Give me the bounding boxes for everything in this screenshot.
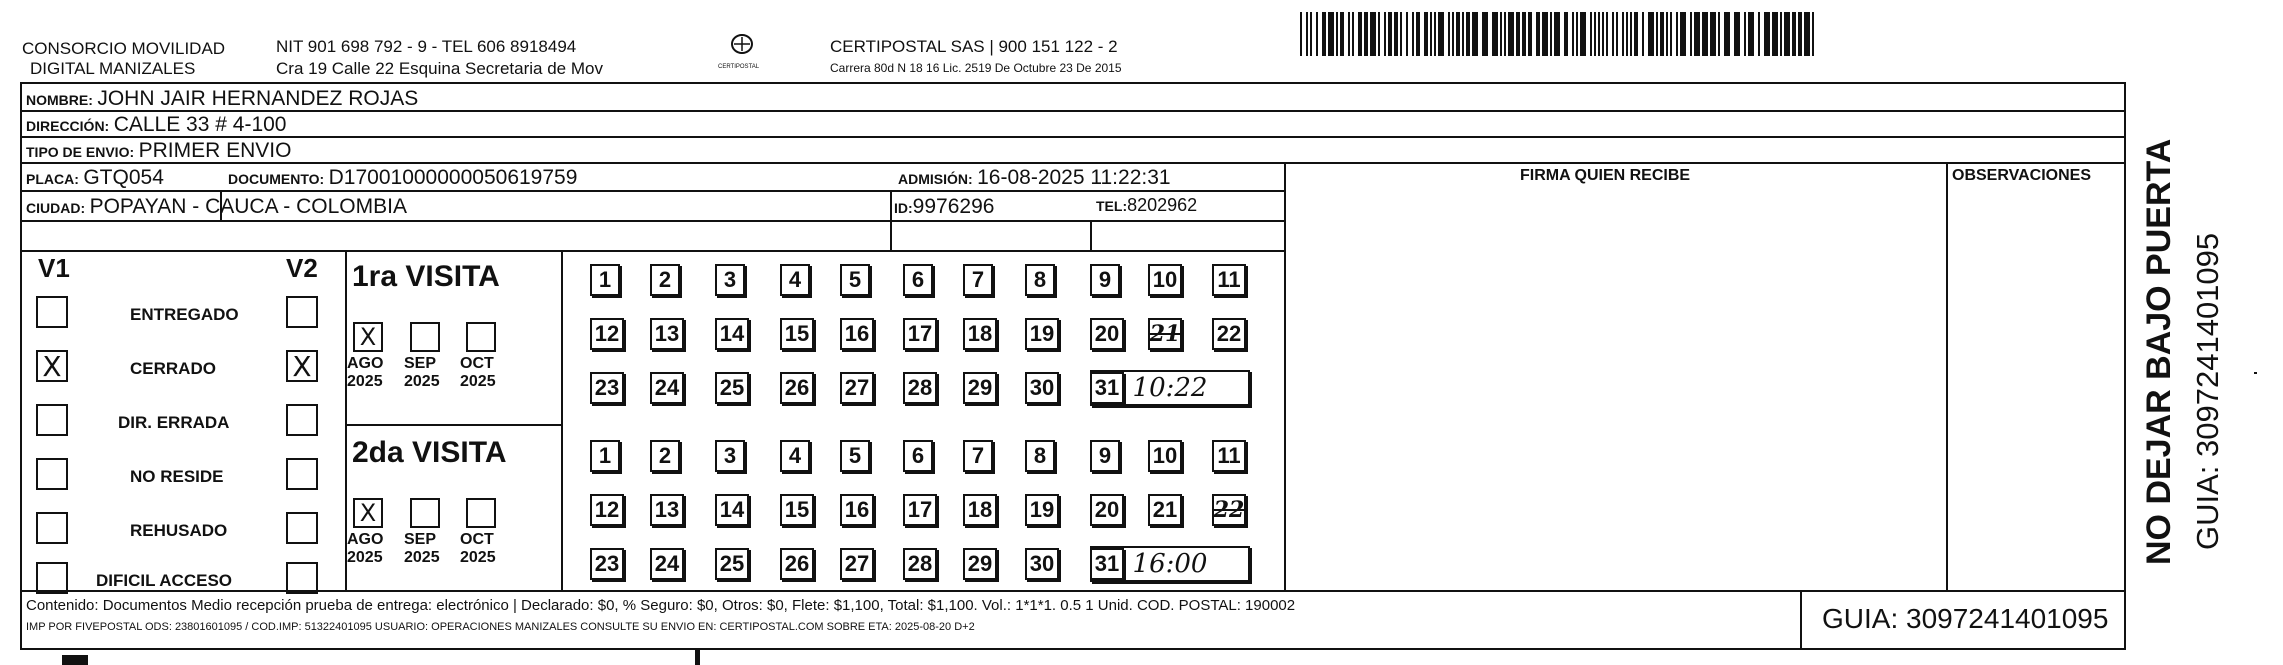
visit2-month-checkbox-2[interactable]	[410, 498, 440, 528]
visit2-day-16[interactable]: 16	[840, 494, 874, 526]
visit1-day-20[interactable]: 20	[1090, 318, 1124, 350]
id-value: 9976296	[912, 195, 995, 218]
status-label-1: ENTREGADO	[130, 305, 239, 324]
visit1-year-label: 2025	[404, 373, 440, 390]
logo-text: CERTIPOSTAL	[718, 64, 760, 70]
v2-checkbox-5[interactable]	[286, 512, 318, 544]
visit1-day-25[interactable]: 25	[715, 372, 749, 404]
barcode-bar	[1384, 12, 1386, 56]
barcode-bar	[1482, 12, 1488, 56]
barcode-bar	[1612, 12, 1614, 56]
barcode-bar	[1564, 12, 1568, 56]
barcode-bar	[1634, 12, 1638, 56]
visit1-day-29[interactable]: 29	[963, 372, 997, 404]
visit2-month-label: SEP	[404, 531, 437, 548]
barcode-bar	[1430, 12, 1432, 56]
visit2-month-checkbox-3[interactable]	[466, 498, 496, 528]
visit2-year-label: 2025	[347, 549, 383, 566]
barcode-bar	[1780, 12, 1782, 56]
visit1-day-mark: 21	[1149, 321, 1181, 347]
status-label-4: NO RESIDE	[130, 467, 224, 486]
nombre-field: NOMBRE: JOHN JAIR HERNANDEZ ROJAS	[26, 87, 419, 110]
visit1-title: 1ra VISITA	[352, 260, 500, 293]
visit2-day-5[interactable]: 5	[840, 440, 870, 472]
barcode-bar	[1542, 12, 1548, 56]
barcode-bar	[1508, 12, 1514, 56]
barcode-bar	[1690, 12, 1692, 56]
barcode-bar	[1462, 12, 1464, 56]
visit2-day-mark: 22	[1213, 497, 1245, 523]
footer-line1: Contenido: Documentos Medio recepción prueba de entrega: electrónico | Declarado: $0, % Seguro: $0, Otros: $0, Flete: $1,100, Total: $1,100. Vol.: 1*1*1. 0.5 1 Unid. COD. POSTAL: 190002	[26, 597, 1296, 614]
barcode-bar	[1400, 12, 1402, 56]
visit2-day-26[interactable]: 26	[780, 548, 814, 580]
barcode-bar	[1300, 12, 1302, 56]
visit2-day-9[interactable]: 9	[1090, 440, 1120, 472]
barcode-bar	[1590, 12, 1592, 56]
barcode-bar	[1606, 12, 1608, 56]
v1-checkbox-5[interactable]	[36, 512, 68, 544]
barcode-bar	[1438, 12, 1444, 56]
barcode-bar	[1348, 12, 1350, 56]
id-field: ID:9976296	[894, 195, 995, 218]
barcode-bar	[1602, 12, 1604, 56]
edge-mark	[62, 655, 88, 665]
placa-value: GTQ054	[83, 166, 164, 189]
barcode-bar	[1500, 12, 1502, 56]
barcode-bar	[1406, 12, 1408, 56]
side-guia: GUIA: 3097241401095	[2190, 232, 2225, 550]
visit2-day-4[interactable]: 4	[780, 440, 810, 472]
barcode-bar	[1758, 12, 1760, 56]
visit1-day-19[interactable]: 19	[1025, 318, 1059, 350]
certipostal-line2: Carrera 80d N 18 16 Lic. 2519 De Octubre 23 De 2015	[830, 61, 1122, 75]
barcode-bar	[1626, 12, 1628, 56]
barcode-bar	[1336, 12, 1338, 56]
status-label-6: DIFICIL ACCESO	[96, 571, 233, 590]
visit2-day-25[interactable]: 25	[715, 548, 749, 580]
nit-line2: Cra 19 Calle 22 Esquina Secretaria de Mov	[276, 59, 603, 78]
company-name-line1: CONSORCIO MOVILIDAD	[22, 39, 226, 58]
admision-field: ADMISIÓN: 16-08-2025 11:22:31	[898, 166, 1171, 189]
barcode-bar	[1378, 12, 1380, 56]
barcode-bar	[1764, 12, 1770, 56]
v1-checkbox-3[interactable]	[36, 404, 68, 436]
visit2-day-30[interactable]: 30	[1025, 548, 1059, 580]
visit2-day-17[interactable]: 17	[903, 494, 937, 526]
visit2-month-label: AGO	[347, 531, 384, 548]
visit1-year-label: 2025	[347, 373, 383, 390]
visit2-month-label: OCT	[460, 531, 494, 548]
v2-checkbox-1[interactable]	[286, 296, 318, 328]
visit2-day-15[interactable]: 15	[780, 494, 814, 526]
barcode-bar	[1630, 12, 1632, 56]
observaciones-label: OBSERVACIONES	[1952, 167, 2091, 184]
barcode-bar	[1666, 12, 1668, 56]
barcode-bar	[1516, 12, 1520, 56]
visit1-day-2[interactable]: 2	[650, 264, 680, 296]
barcode-bar	[1340, 12, 1344, 56]
barcode-bar	[1580, 12, 1586, 56]
barcode-bar	[1472, 12, 1478, 56]
barcode-bar	[1328, 12, 1334, 56]
barcode-bar	[1784, 12, 1790, 56]
barcode-bar	[1364, 12, 1368, 56]
barcode-bar	[1616, 12, 1618, 56]
visit2-day-13[interactable]: 13	[650, 494, 684, 526]
barcode-bar	[1702, 12, 1708, 56]
firma-label: FIRMA QUIEN RECIBE	[1520, 167, 1691, 184]
visit1-day-10[interactable]: 10	[1148, 264, 1182, 296]
tel-field: TEL:8202962	[1096, 195, 1198, 215]
visit1-day-16[interactable]: 16	[840, 318, 874, 350]
visit2-day-24[interactable]: 24	[650, 548, 684, 580]
visit2-title: 2da VISITA	[352, 436, 507, 469]
barcode-bar	[1322, 12, 1326, 56]
visit2-day-23[interactable]: 23	[590, 548, 624, 580]
barcode-bar	[1724, 12, 1730, 56]
visit1-day-21[interactable]	[1148, 318, 1182, 350]
v1-checkbox-6[interactable]	[36, 562, 68, 594]
visit2-day-22[interactable]	[1212, 494, 1246, 526]
barcode-bar	[1572, 12, 1574, 56]
barcode-bar	[1492, 12, 1498, 56]
visit2-day-14[interactable]: 14	[715, 494, 749, 526]
documento-value: D17001000000050619759	[328, 166, 578, 189]
visit2-day-19[interactable]: 19	[1025, 494, 1059, 526]
barcode-bar	[1550, 12, 1552, 56]
visit2-day-12[interactable]: 12	[590, 494, 624, 526]
visit2-day-1[interactable]: 1	[590, 440, 620, 472]
status-label-5: REHUSADO	[130, 521, 228, 540]
documento-field: DOCUMENTO: D17001000000050619759	[228, 166, 578, 189]
v2-checkbox-6[interactable]	[286, 562, 318, 594]
barcode-bar	[1660, 12, 1664, 56]
v1-checkbox-1[interactable]	[36, 296, 68, 328]
visit1-day-11[interactable]: 11	[1212, 264, 1246, 296]
visit1-day-4[interactable]: 4	[780, 264, 810, 296]
visit2-time-box[interactable]: 16:00	[1090, 546, 1250, 582]
barcode-bar	[1676, 12, 1678, 56]
barcode-bar	[1734, 12, 1740, 56]
barcode	[1300, 12, 1820, 56]
visit2-day-2[interactable]: 2	[650, 440, 680, 472]
visit1-day-13[interactable]: 13	[650, 318, 684, 350]
visit2-day-20[interactable]: 20	[1090, 494, 1124, 526]
visit2-day-10[interactable]: 10	[1148, 440, 1182, 472]
barcode-bar	[1528, 12, 1532, 56]
barcode-bar	[1748, 12, 1754, 56]
visit2-day-18[interactable]: 18	[963, 494, 997, 526]
visit2-day-21[interactable]: 21	[1148, 494, 1182, 526]
v2-checkbox-4[interactable]	[286, 458, 318, 490]
side-warning: NO DEJAR BAJO PUERTA	[2140, 138, 2178, 565]
direccion-field: DIRECCIÓN: CALLE 33 # 4-100	[26, 113, 287, 136]
visit2-day-28[interactable]: 28	[903, 548, 937, 580]
visit1-day-8[interactable]: 8	[1025, 264, 1055, 296]
visit1-month-label: AGO	[347, 355, 384, 372]
barcode-bar	[1358, 12, 1362, 56]
v2-label: V2	[286, 253, 318, 283]
barcode-bar	[1434, 12, 1436, 56]
visit1-day-12[interactable]: 12	[590, 318, 624, 350]
visit2-year-label: 2025	[460, 549, 496, 566]
visit1-month-label: OCT	[460, 355, 494, 372]
barcode-bar	[1388, 12, 1392, 56]
v1-checkbox-4[interactable]	[36, 458, 68, 490]
visit1-day-5[interactable]: 5	[840, 264, 870, 296]
footer-line2: IMP POR FIVEPOSTAL ODS: 23801601095 / COD.IMP: 51322401095 USUARIO: OPERACIONES MANIZALES CONSULTE SU ENVIO EN: CERTIPOSTAL.COM SOBRE ETA: 2025-08-20 D+2	[26, 621, 975, 633]
visit1-month-checkbox-1[interactable]: X	[353, 322, 383, 352]
barcode-bar	[1798, 12, 1802, 56]
barcode-bar	[1718, 12, 1720, 56]
barcode-bar	[1812, 12, 1814, 56]
barcode-bar	[1792, 12, 1796, 56]
status-label-3: DIR. ERRADA	[118, 413, 230, 432]
v1-label: V1	[38, 253, 70, 283]
certipostal-logo	[718, 32, 766, 76]
visit1-day-31[interactable]: 31	[1090, 372, 1124, 404]
v1-checkbox-2[interactable]: X	[36, 350, 68, 382]
tipo-envio-field: TIPO DE ENVIO: PRIMER ENVIO	[26, 139, 292, 162]
barcode-bar	[1622, 12, 1624, 56]
visit1-day-1[interactable]: 1	[590, 264, 620, 296]
barcode-bar	[1504, 12, 1506, 56]
barcode-bar	[1316, 12, 1318, 56]
barcode-bar	[1772, 12, 1778, 56]
barcode-bar	[1656, 12, 1658, 56]
barcode-bar	[1670, 12, 1672, 56]
ciudad-field: CIUDAD: POPAYAN - CAUCA - COLOMBIA	[26, 195, 407, 218]
barcode-bar	[1710, 12, 1716, 56]
footer-guia: GUIA: 3097241401095	[1822, 603, 2109, 634]
company-name-line2: DIGITAL MANIZALES	[30, 59, 196, 78]
visit2-day-27[interactable]: 27	[840, 548, 874, 580]
visit1-day-14[interactable]: 14	[715, 318, 749, 350]
visit2-day-29[interactable]: 29	[963, 548, 997, 580]
barcode-bar	[1416, 12, 1420, 56]
visit1-day-7[interactable]: 7	[963, 264, 993, 296]
v2-checkbox-3[interactable]	[286, 404, 318, 436]
stray-dot	[2254, 372, 2257, 374]
visit1-month-checkbox-2[interactable]	[410, 322, 440, 352]
visit2-day-11[interactable]: 11	[1212, 440, 1246, 472]
visit2-day-8[interactable]: 8	[1025, 440, 1055, 472]
barcode-bar	[1306, 12, 1308, 56]
visit1-day-18[interactable]: 18	[963, 318, 997, 350]
barcode-bar	[1456, 12, 1460, 56]
barcode-bar	[1648, 12, 1654, 56]
barcode-bar	[1424, 12, 1428, 56]
barcode-bar	[1680, 12, 1686, 56]
visit1-month-checkbox-3[interactable]	[466, 322, 496, 352]
barcode-bar	[1522, 12, 1526, 56]
barcode-bar	[1352, 12, 1354, 56]
nit-line1: NIT 901 698 792 - 9 - TEL 606 8918494	[276, 37, 577, 56]
certipostal-line1: CERTIPOSTAL SAS | 900 151 122 - 2	[830, 37, 1118, 56]
barcode-bar	[1452, 12, 1454, 56]
visit1-day-17[interactable]: 17	[903, 318, 937, 350]
visit1-time-box[interactable]: 10:22	[1090, 370, 1250, 406]
admision-value: 16-08-2025 11:22:31	[977, 166, 1171, 189]
direccion-value: CALLE 33 # 4-100	[113, 113, 287, 136]
visit1-day-24[interactable]: 24	[650, 372, 684, 404]
visit1-year-label: 2025	[460, 373, 496, 390]
barcode-bar	[1394, 12, 1398, 56]
visit1-day-15[interactable]: 15	[780, 318, 814, 350]
barcode-bar	[1448, 12, 1450, 56]
ciudad-value: POPAYAN - CAUCA - COLOMBIA	[89, 195, 407, 218]
placa-field: PLACA: GTQ054	[26, 166, 164, 189]
barcode-bar	[1642, 12, 1644, 56]
barcode-bar	[1804, 12, 1810, 56]
visit1-day-30[interactable]: 30	[1025, 372, 1059, 404]
tel-value: 8202962	[1127, 195, 1198, 215]
status-label-2: CERRADO	[130, 359, 216, 378]
barcode-bar	[1594, 12, 1596, 56]
nombre-value: JOHN JAIR HERNANDEZ ROJAS	[97, 87, 419, 110]
barcode-bar	[1598, 12, 1600, 56]
visit1-day-23[interactable]: 23	[590, 372, 624, 404]
barcode-bar	[1694, 12, 1700, 56]
visit1-day-22[interactable]: 22	[1212, 318, 1246, 350]
edge-mark	[695, 650, 700, 665]
visit1-month-label: SEP	[404, 355, 437, 372]
barcode-bar	[1576, 12, 1578, 56]
visit2-day-6[interactable]: 6	[903, 440, 933, 472]
visit2-month-checkbox-1[interactable]: X	[353, 498, 383, 528]
visit1-day-26[interactable]: 26	[780, 372, 814, 404]
visit1-day-9[interactable]: 9	[1090, 264, 1120, 296]
visit1-day-28[interactable]: 28	[903, 372, 937, 404]
visit2-year-label: 2025	[404, 549, 440, 566]
barcode-bar	[1412, 12, 1414, 56]
visit2-day-7[interactable]: 7	[963, 440, 993, 472]
visit2-day-3[interactable]: 3	[715, 440, 745, 472]
visit1-day-3[interactable]: 3	[715, 264, 745, 296]
tipo-envio-value: PRIMER ENVIO	[138, 139, 292, 162]
visit2-day-31[interactable]: 31	[1090, 548, 1124, 580]
barcode-bar	[1466, 12, 1470, 56]
barcode-bar	[1536, 12, 1540, 56]
visit1-day-27[interactable]: 27	[840, 372, 874, 404]
barcode-bar	[1744, 12, 1746, 56]
visit1-day-6[interactable]: 6	[903, 264, 933, 296]
barcode-bar	[1370, 12, 1376, 56]
barcode-bar	[1554, 12, 1560, 56]
barcode-bar	[1310, 12, 1312, 56]
v2-checkbox-2[interactable]: X	[286, 350, 318, 382]
